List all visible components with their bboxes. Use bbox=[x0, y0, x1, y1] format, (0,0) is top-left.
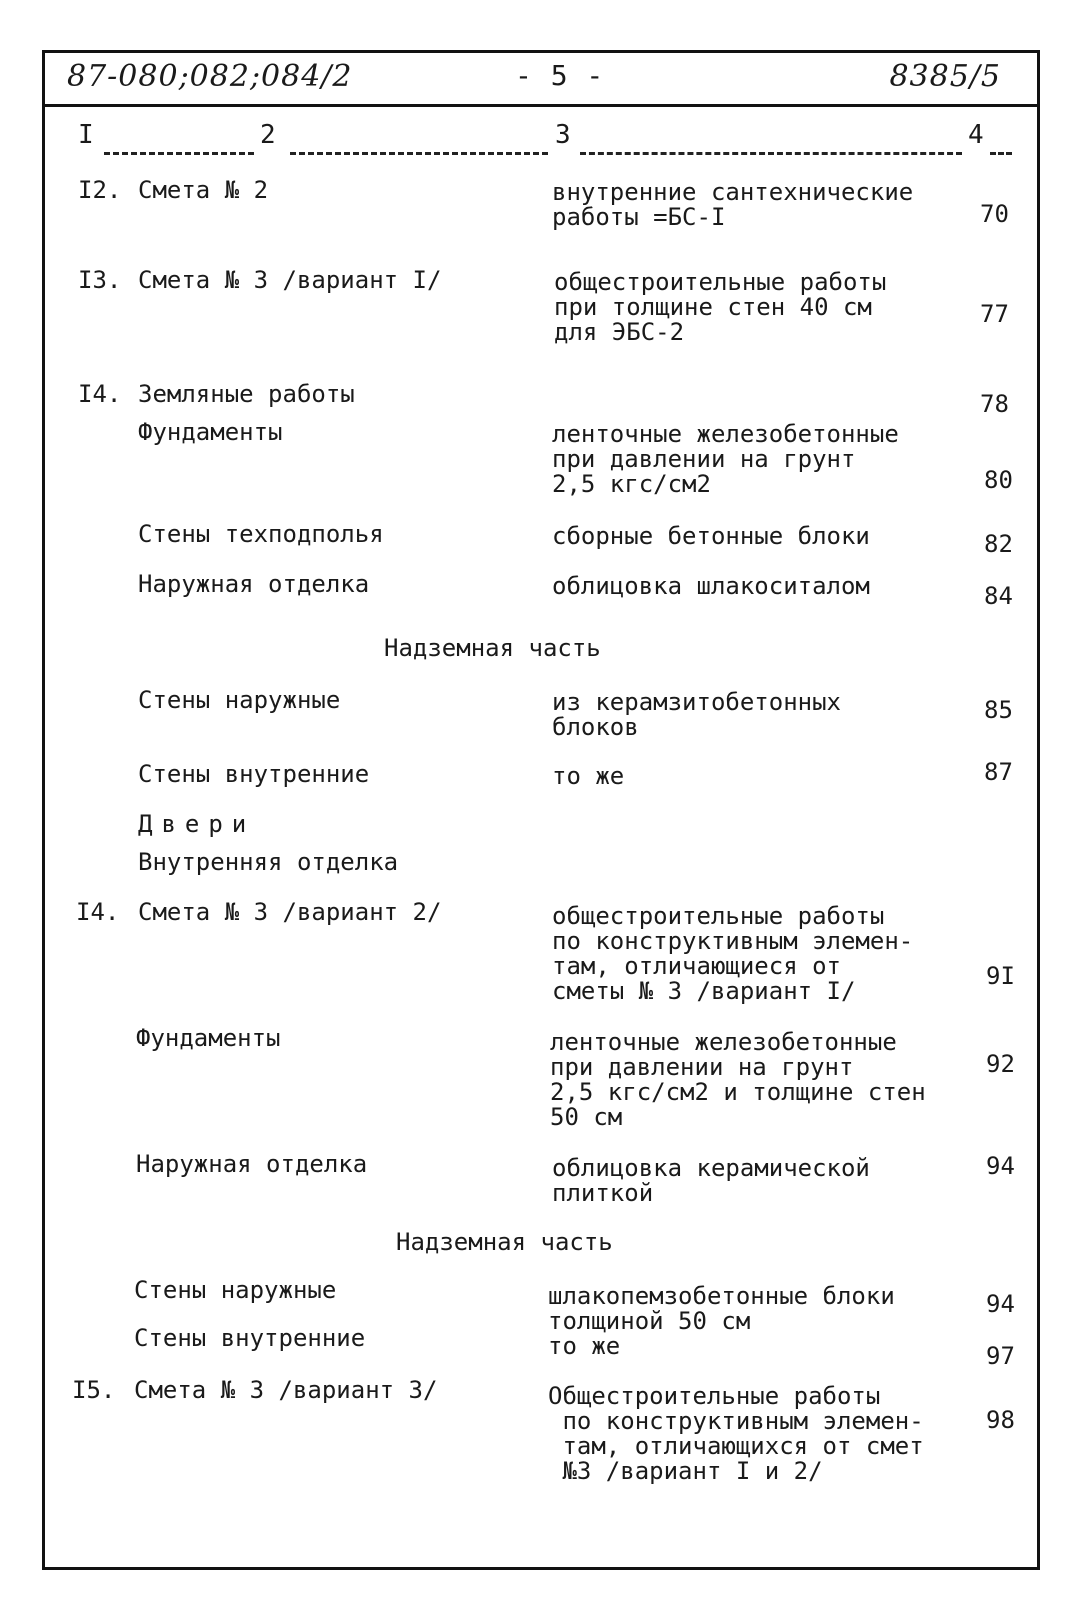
row-description: Общестроительные работы по конструктивным элемен- там, отличающихся от смет №3 /вариант I и 2/ bbox=[548, 1382, 924, 1485]
row-name: Двери bbox=[138, 810, 256, 838]
row-name: Фундаменты bbox=[136, 1024, 281, 1052]
row-number: I2. bbox=[78, 176, 122, 204]
row-page: 77 bbox=[980, 300, 1009, 328]
row-page: 70 bbox=[980, 200, 1009, 228]
row-description: сборные бетонные блоки bbox=[552, 522, 870, 550]
row-description: ленточные железобетонные при давлении на грунт 2,5 кгс/см2 и толщине стен 50 см bbox=[550, 1028, 926, 1131]
column-header-2: 2 bbox=[260, 120, 276, 150]
row-description: шлакопемзобетонные блоки толщиной 50 см bbox=[548, 1282, 895, 1335]
row-description: из керамзитобетонных блоков bbox=[552, 688, 841, 741]
row-page: 97 bbox=[986, 1342, 1015, 1370]
row-name: Внутренняя отделка bbox=[138, 848, 399, 876]
row-number: I3. bbox=[78, 266, 122, 294]
header-dash-4 bbox=[990, 152, 1012, 155]
row-name: Наружная отделка bbox=[138, 570, 370, 598]
header-bar bbox=[45, 53, 1037, 107]
header-dash-1 bbox=[104, 152, 254, 155]
row-number: I4. bbox=[76, 898, 120, 926]
row-page: 84 bbox=[984, 582, 1013, 610]
row-page: 78 bbox=[980, 390, 1009, 418]
column-header-1: I bbox=[78, 120, 94, 150]
row-page: 9I bbox=[986, 962, 1015, 990]
row-page: 85 bbox=[984, 696, 1013, 724]
row-name: Смета № 3 /вариант 3/ bbox=[134, 1376, 438, 1404]
row-page: 80 bbox=[984, 466, 1013, 494]
row-description: то же bbox=[552, 762, 625, 790]
row-name: Земляные работы bbox=[138, 380, 355, 408]
row-name: Фундаменты bbox=[138, 418, 283, 446]
row-description: общестроительные работы по конструктивным элемен- там, отличающиеся от сметы № 3 /вариант I/ bbox=[552, 902, 914, 1005]
row-page: 92 bbox=[986, 1050, 1015, 1078]
row-description: ленточные железобетонные при давлении на грунт 2,5 кгс/см2 bbox=[552, 420, 899, 498]
header-dash-2 bbox=[290, 152, 548, 155]
row-name: Стены наружные bbox=[134, 1276, 337, 1304]
row-number: I5. bbox=[72, 1376, 116, 1404]
row-name: Наружная отделка bbox=[136, 1150, 368, 1178]
row-description: то же bbox=[548, 1332, 621, 1360]
row-page: 94 bbox=[986, 1290, 1015, 1318]
section-heading: Надземная часть bbox=[396, 1228, 613, 1256]
section-heading: Надземная часть bbox=[384, 634, 601, 662]
row-page: 87 bbox=[984, 758, 1013, 786]
row-name: Смета № 3 /вариант 2/ bbox=[138, 898, 442, 926]
column-header-3: 3 bbox=[555, 120, 571, 150]
sheet-number: 8385/5 bbox=[889, 59, 1001, 94]
row-name: Смета № 3 /вариант I/ bbox=[138, 266, 442, 294]
row-page: 98 bbox=[986, 1406, 1015, 1434]
row-name: Стены внутренние bbox=[134, 1324, 366, 1352]
row-page: 82 bbox=[984, 530, 1013, 558]
row-number: I4. bbox=[78, 380, 122, 408]
column-header-4: 4 bbox=[968, 120, 984, 150]
row-description: облицовка шлакоситалом bbox=[552, 572, 870, 600]
row-name: Смета № 2 bbox=[138, 176, 269, 204]
row-description: общестроительные работы при толщине стен 40 см для ЭБС-2 bbox=[554, 268, 887, 346]
page-number: - 5 - bbox=[515, 59, 605, 92]
document-number: 87-080;082;084/2 bbox=[67, 59, 353, 94]
row-name: Стены внутренние bbox=[138, 760, 370, 788]
row-name: Стены наружные bbox=[138, 686, 341, 714]
row-description: облицовка керамической плиткой bbox=[552, 1154, 870, 1207]
row-name: Стены техподполья bbox=[138, 520, 384, 548]
row-page: 94 bbox=[986, 1152, 1015, 1180]
header-dash-3 bbox=[580, 152, 962, 155]
row-description: внутренние сантехнические работы =БС-I bbox=[552, 178, 914, 231]
